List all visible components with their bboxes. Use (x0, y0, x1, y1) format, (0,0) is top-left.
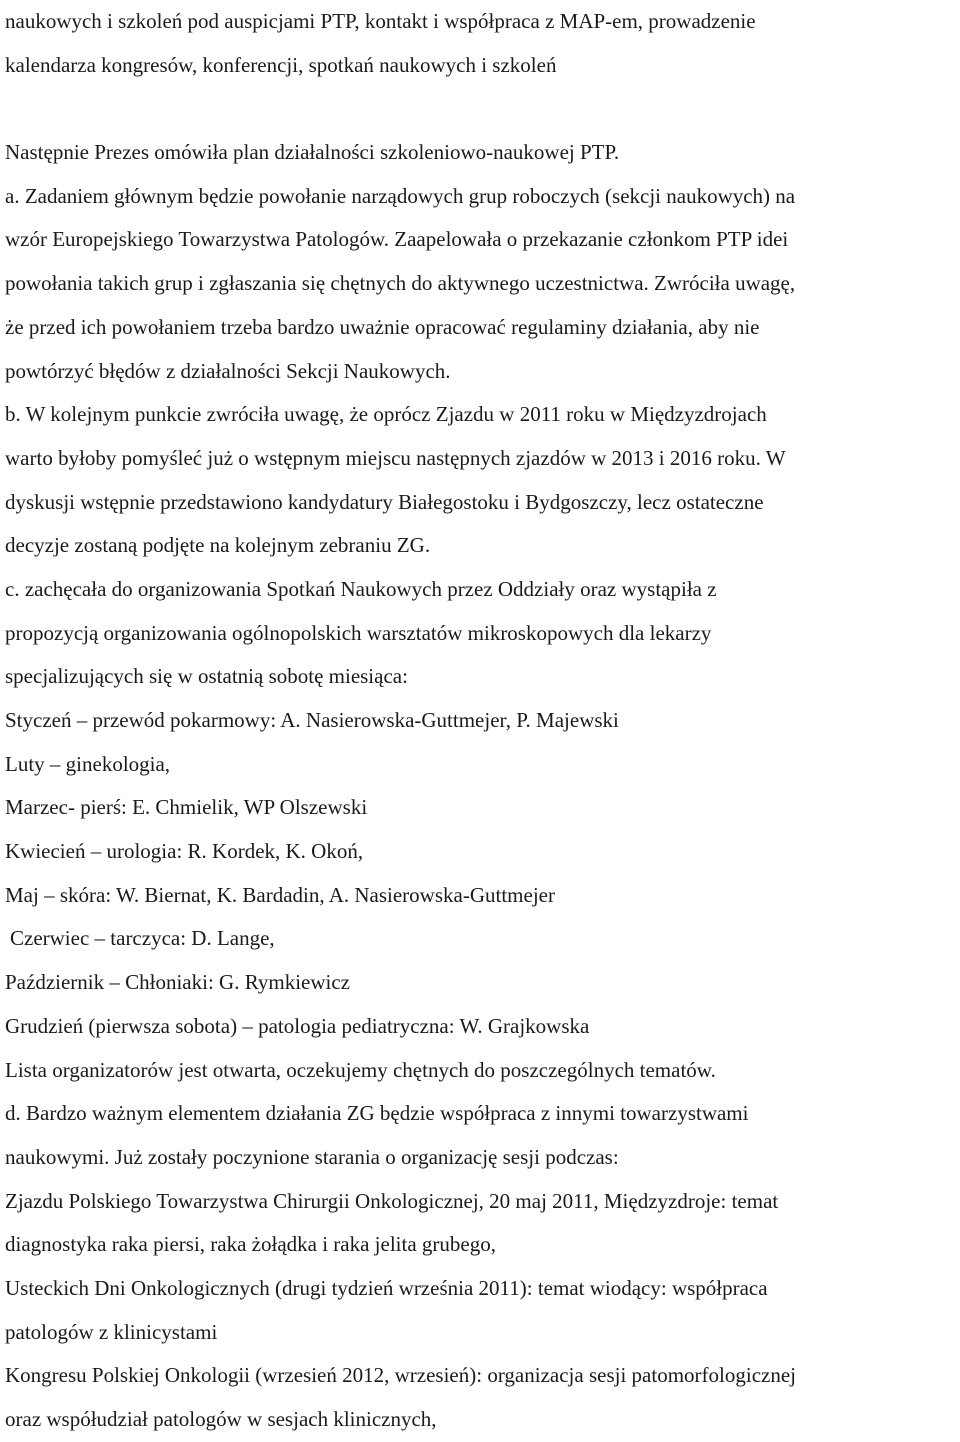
text-line: Czerwiec – tarczyca: D. Lange, (10, 926, 275, 951)
text-line: Kwiecień – urologia: R. Kordek, K. Okoń, (5, 839, 364, 864)
blank-line (5, 87, 960, 131)
text-line: a. Zadaniem głównym będzie powołanie narządowych grup roboczych (sekcji naukowych) na (5, 183, 796, 208)
text-line: powtórzyć błędów z działalności Sekcji Naukowych. (5, 358, 451, 383)
text-line: diagnostyka raka piersi, raka żołądka i raka jelita grubego, (5, 1232, 496, 1257)
document-page (5, 0, 960, 1442)
text-line: naukowymi. Już zostały poczynione starania o organizację sesji podczas: (5, 1144, 619, 1169)
text-line: dyskusji wstępnie przedstawiono kandydatury Białegostoku i Bydgoszczy, lecz ostateczne (5, 489, 764, 514)
text-line: Marzec- pierś: E. Chmielik, WP Olszewski (5, 795, 368, 820)
text-line: Maj – skóra: W. Biernat, K. Bardadin, A. Nasierowska-Guttmejer (5, 882, 555, 907)
text-line: Zjazdu Polskiego Towarzystwa Chirurgii Onkologicznej, 20 maj 2011, Międzyzdroje: temat (5, 1188, 779, 1213)
text-line: Październik – Chłoniaki: G. Rymkiewicz (5, 970, 351, 995)
text-line: c. zachęcała do organizowania Spotkań Naukowych przez Oddziały oraz wystąpiła z (5, 576, 717, 601)
text-line: powołania takich grup i zgłaszania się chętnych do aktywnego uczestnictwa. Zwróciła uwagę, (5, 271, 796, 296)
text-line: Lista organizatorów jest otwarta, oczekujemy chętnych do poszczególnych tematów. (5, 1057, 716, 1082)
text-line: naukowych i szkoleń pod auspicjami PTP, kontakt i współpraca z MAP-em, prowadzenie (5, 9, 756, 33)
text-line: że przed ich powołaniem trzeba bardzo uważnie opracować regulaminy działania, aby nie (5, 314, 760, 339)
text-line: propozycją organizowania ogólnopolskich warsztatów mikroskopowych dla lekarzy (5, 620, 712, 645)
text-line: warto byłoby pomyśleć już o wstępnym miejscu następnych zjazdów w 2013 i 2016 roku. W (5, 445, 786, 470)
text-line: Kongresu Polskiej Onkologii (wrzesień 2012, wrzesień): organizacja sesji patomorfologicznej (5, 1363, 796, 1388)
text-line: d. Bardzo ważnym elementem działania ZG będzie współpraca z innymi towarzystwami (5, 1101, 749, 1126)
text-line: Usteckich Dni Onkologicznych (drugi tydzień września 2011): temat wiodący: współpraca (5, 1275, 768, 1300)
text-line: Luty – ginekologia, (5, 751, 171, 776)
text-line: Grudzień (pierwsza sobota) – patologia pediatryczna: W. Grajkowska (5, 1013, 590, 1038)
text-line: kalendarza kongresów, konferencji, spotkań naukowych i szkoleń (5, 52, 557, 77)
text-line: oraz współudział patologów w sesjach klinicznych, (5, 1407, 437, 1431)
text-line: wzór Europejskiego Towarzystwa Patologów. Zaapelowała o przekazanie członkom PTP idei (5, 227, 789, 252)
text-line: specjalizujących się w ostatnią sobotę miesiąca: (5, 664, 408, 689)
text-line: decyzje zostaną podjęte na kolejnym zebraniu ZG. (5, 533, 431, 558)
text-line: Styczeń – przewód pokarmowy: A. Nasierowska-Guttmejer, P. Majewski (5, 708, 619, 732)
text-line: patologów z klinicystami (5, 1319, 218, 1344)
text-line: b. W kolejnym punkcie zwróciła uwagę, że oprócz Zjazdu w 2011 roku w Międzyzdrojach (5, 402, 767, 427)
text-line: Następnie Prezes omówiła plan działalności szkoleniowo-naukowej PTP. (5, 140, 620, 165)
